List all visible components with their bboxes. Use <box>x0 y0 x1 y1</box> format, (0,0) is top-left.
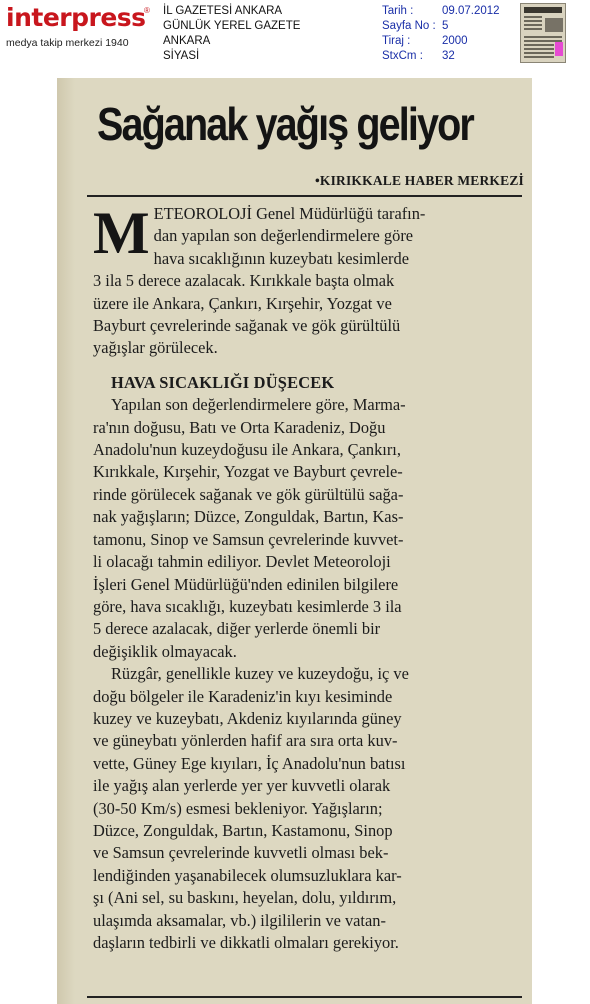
meta-value-stxcm: 32 <box>442 50 455 62</box>
text-line: daşların tedbirli ve dikkatli olmaları gerekiyor. <box>93 933 399 952</box>
text-line: li olacağı tahmin ediliyor. Devlet Meteoroloji <box>93 552 391 572</box>
publication-city: ANKARA <box>163 35 211 47</box>
publication-info <box>163 4 300 64</box>
text-line: kuzey ve kuzeybatı, Akdeniz kıyılarında güney <box>93 708 402 728</box>
meta-value-circulation: 2000 <box>442 35 468 47</box>
text-line: Yapılan son değerlendirmelere göre, Marma- <box>111 395 406 415</box>
meta-values <box>442 4 500 64</box>
text-line: lendiğinden yaşanabilecek olumsuzluklara kar- <box>93 865 402 885</box>
article-subheading: HAVA SICAKLIĞI DÜŞECEK <box>111 372 335 392</box>
meta-value-date: 09.07.2012 <box>442 5 500 17</box>
text-line: rinde görülecek sağanak ve gök gürültülü sağa- <box>93 484 404 504</box>
newspaper-clipping <box>57 78 532 1004</box>
text-line: 5 derece azalacak, diğer yerlerde önemli bir <box>93 619 381 639</box>
meta-label-stxcm: StxCm : <box>382 50 423 62</box>
logo-tagline: medya takip merkezi 1940 <box>6 37 129 49</box>
text-line: dan yapılan son değerlendirmelere göre <box>153 226 414 246</box>
text-line: (30-50 Km/s) esmesi bekleniyor. Yağışların; <box>93 798 383 818</box>
article-byline: •KIRIKKALE HABER MERKEZİ <box>314 173 524 188</box>
meta-label-date: Tarih : <box>382 5 414 17</box>
bottom-rule <box>87 996 522 998</box>
text-line: üzere ile Ankara, Çankırı, Kırşehir, Yozgat ve <box>93 293 392 313</box>
meta-label-circulation: Tiraj : <box>382 35 411 47</box>
text-line: şı (Ani sel, su baskını, heyelan, dolu, yıldırım, <box>93 888 397 908</box>
publication-name: İL GAZETESİ ANKARA <box>163 5 283 17</box>
text-line: Kırıkkale, Kırşehir, Yozgat ve Bayburt çevrele- <box>93 462 403 482</box>
text-line: ra'nın doğusu, Batı ve Orta Karadeniz, Doğu <box>93 417 386 437</box>
text-line: Rüzgâr, genellikle kuzey ve kuzeydoğu, iç ve <box>111 664 409 684</box>
text-line: tamonu, Sinop ve Samsun çevrelerinde kuvvet- <box>93 529 404 549</box>
text-line: vette, Güney Ege kıyıları, İç Anadolu'nun batısı <box>93 753 406 773</box>
meta-value-page: 5 <box>442 20 449 32</box>
text-line: doğu bölgeler ile Karadeniz'in kıyı kesiminde <box>93 686 393 706</box>
text-line: Düzce, Zonguldak, Bartın, Kastamonu, Sinop <box>93 820 393 840</box>
text-line: ETEOROLOJİ Genel Müdürlüğü tarafın- <box>153 204 426 223</box>
text-line: hava sıcaklığının kuzeybatı kesimlerde <box>153 248 409 268</box>
text-line: ulaşımda aksamalar, vb.) ilgililerin ve vatan- <box>93 910 386 930</box>
paragraph-1 <box>93 200 525 360</box>
text-line: ve Samsun çevrelerinde kuvvetli olması bek- <box>93 843 389 863</box>
text-line: Bayburt çevrelerinde sağanak ve gök gürültülü <box>93 316 401 336</box>
page-thumbnail[interactable] <box>520 3 566 63</box>
drop-cap: M <box>93 200 150 266</box>
text-line: yağışlar görülecek. <box>93 338 218 358</box>
publication-category: SİYASİ <box>163 50 200 62</box>
text-line: ve güneybatı yönlerden hafif ara sıra orta kuv- <box>93 731 398 751</box>
text-line: ile yağış alan yerlerde yer yer kuvvetli olarak <box>93 776 391 796</box>
article-headline: Sağanak yağış geliyor <box>97 98 473 150</box>
text-line: nak yağışların; Düzce, Zonguldak, Bartın, Kas- <box>93 507 404 527</box>
top-rule <box>87 195 522 197</box>
thumbnail-highlight <box>555 42 563 56</box>
text-line: Anadolu'nun kuzeydoğusu ile Ankara, Çankırı, <box>93 440 401 460</box>
article-body <box>93 200 525 954</box>
paragraph-2 <box>93 394 525 663</box>
text-line: İşleri Genel Müdürlüğü'nden edinilen bilgilere <box>93 574 399 594</box>
text-line: 3 ila 5 derece azalacak. Kırıkkale başta olmak <box>93 271 395 291</box>
registered-mark: ® <box>144 6 150 15</box>
text-line: göre, hava sıcaklığı, kuzeybatı kesimlerde 3 ila <box>93 596 402 616</box>
logo-wordmark: interpress <box>6 3 146 32</box>
meta-labels <box>382 4 436 64</box>
meta-label-page: Sayfa No : <box>382 20 436 32</box>
publication-type: GÜNLÜK YEREL GAZETE <box>163 20 301 32</box>
text-line: değişiklik olmayacak. <box>93 641 237 661</box>
paragraph-3 <box>93 663 525 954</box>
interpress-logo <box>6 4 154 48</box>
